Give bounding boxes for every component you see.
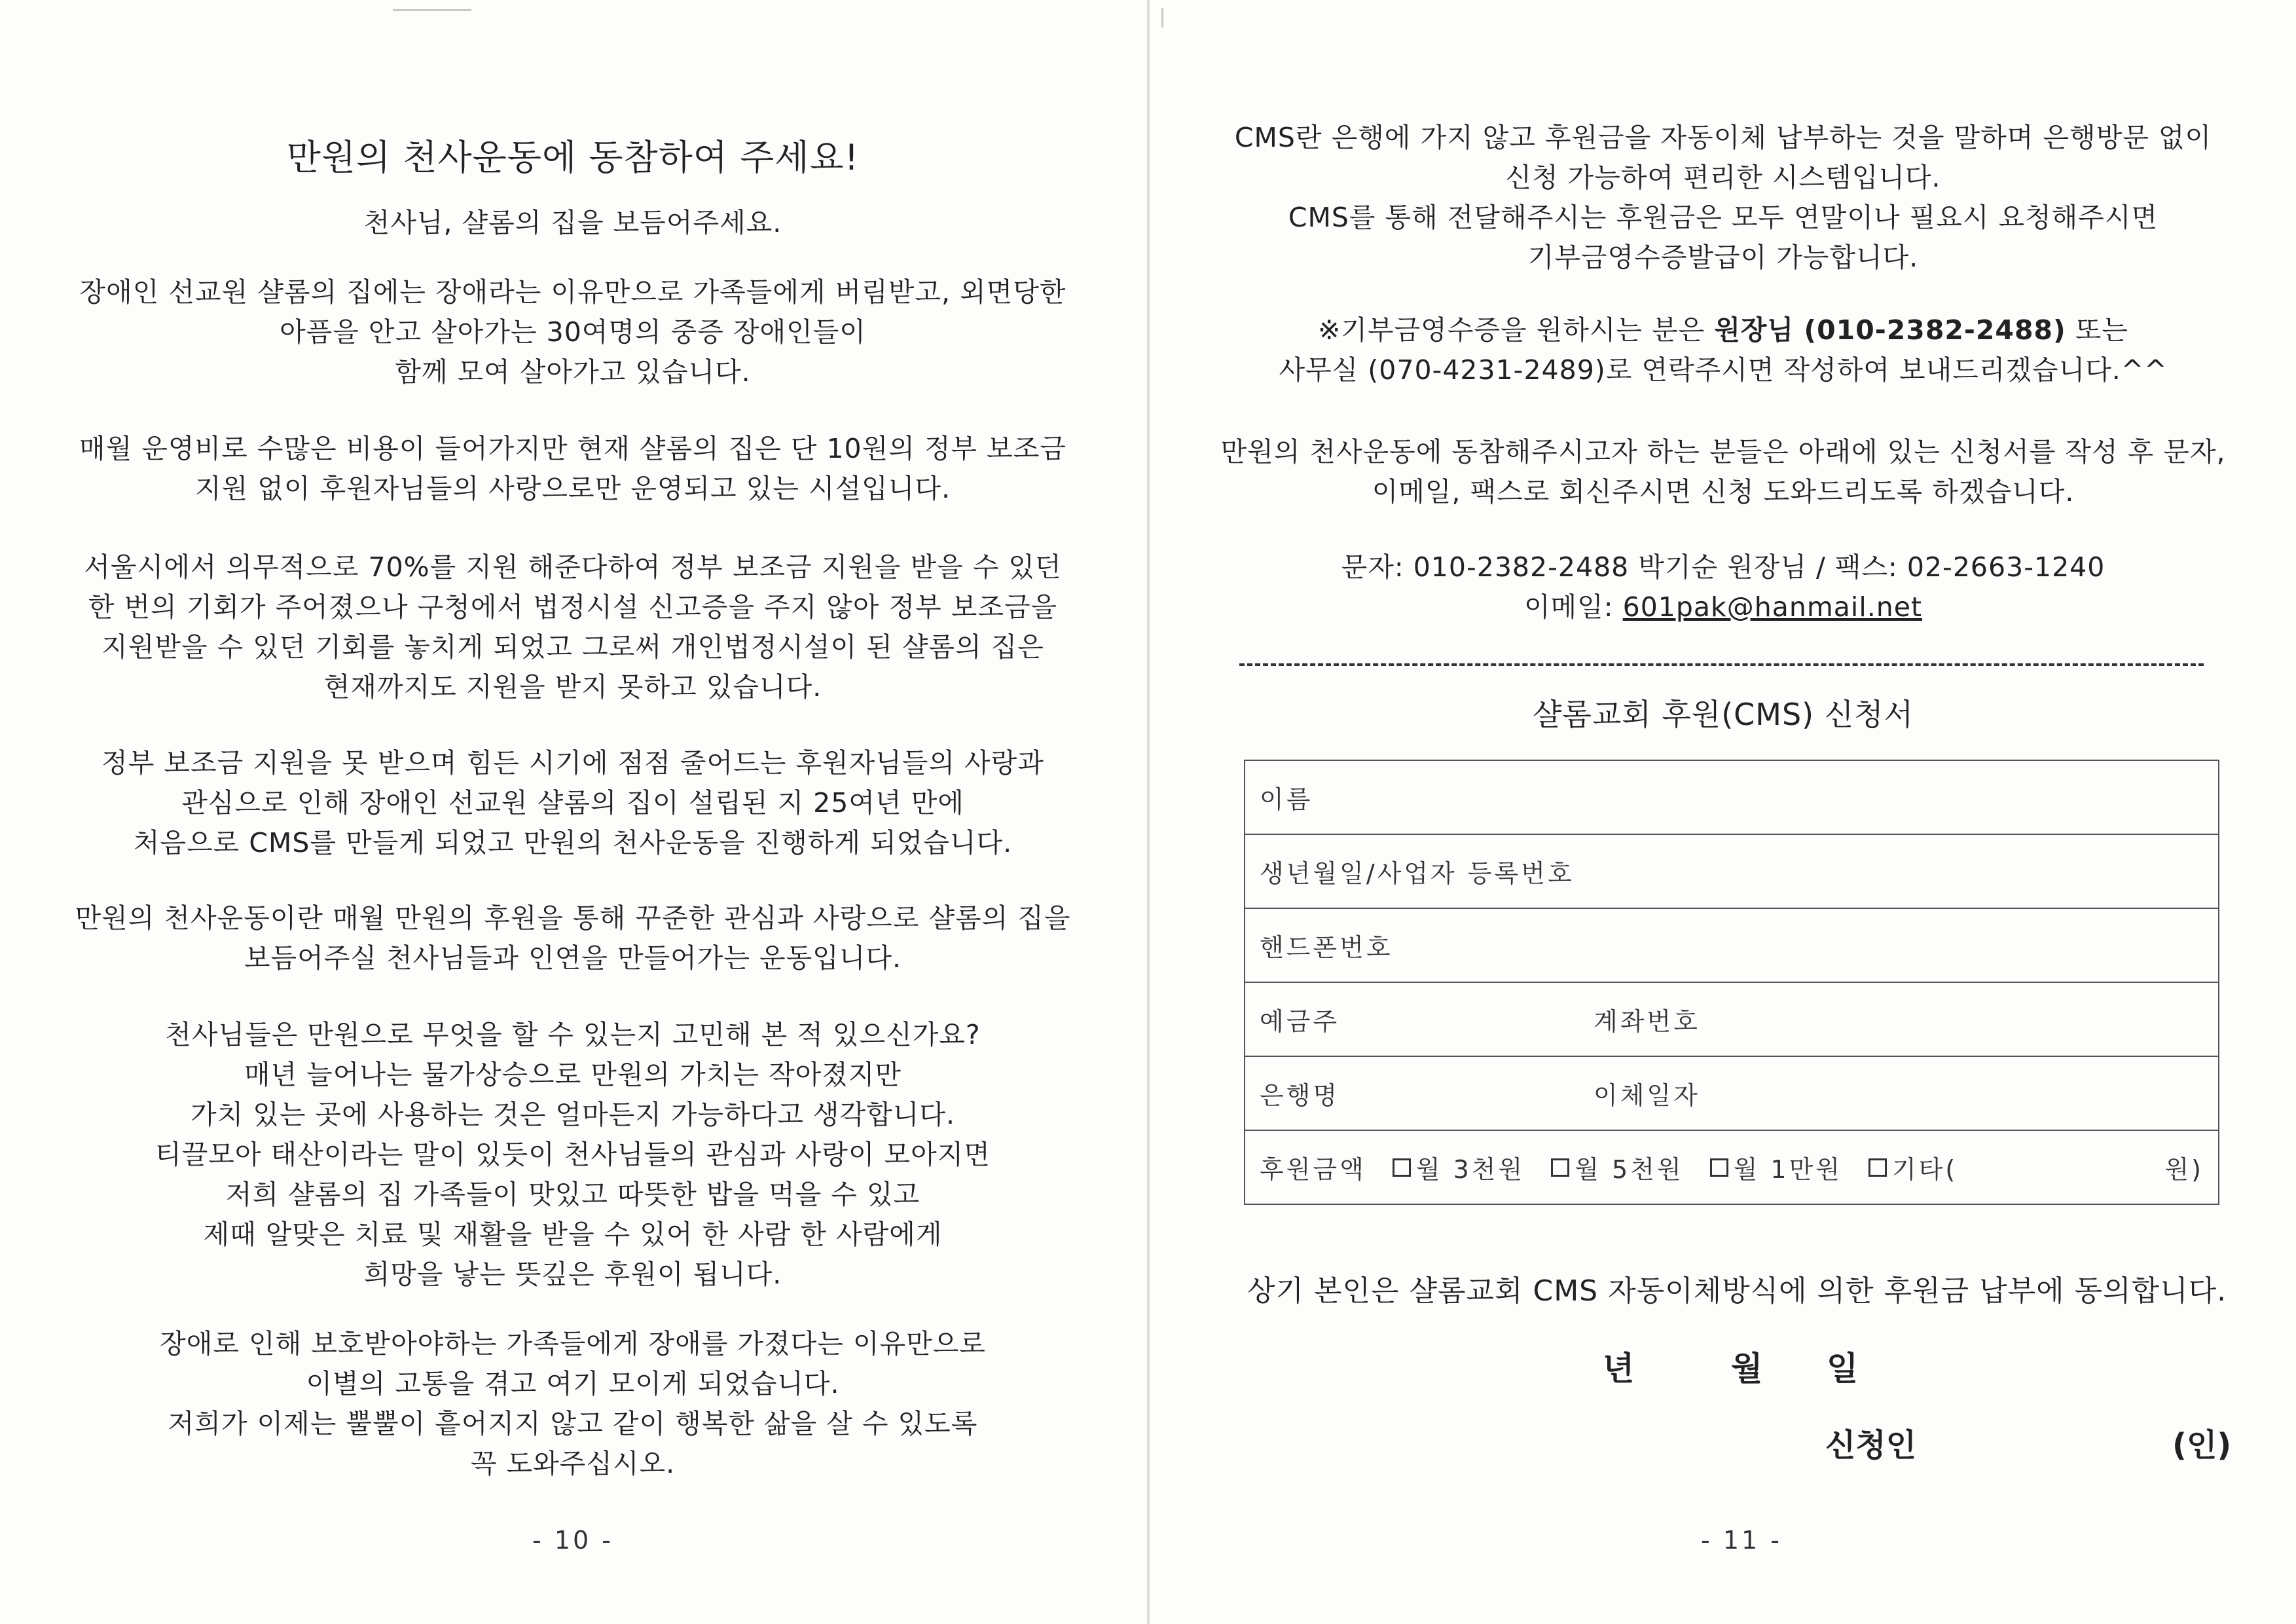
checkbox-icon [1710,1158,1728,1177]
phone-label: 핸드폰번호 [1260,933,1393,962]
date-day: 일 [1827,1350,1859,1388]
cms-intro [1150,118,2296,278]
page-number-right: - 11 - [1701,1526,1782,1555]
paragraph-line: 장애로 인해 보호받아야하는 가족들에게 장애를 가졌다는 이유만으로 [160,1328,986,1359]
paragraph-line: 제때 알맞은 치료 및 재활을 받을 수 있어 한 사람 한 사람에게 [203,1219,943,1250]
receipt-line-2: 사무실 (070-4231-2489)로 연락주시면 작성하여 보내드리겠습니다.^^ [1279,354,2168,386]
intro-line: 신청 가능하여 편리한 시스템입니다. [1505,162,1941,193]
checkbox-icon [1551,1158,1569,1177]
receipt-text: ※기부금영수증을 원하시는 분은 [1317,314,1715,346]
receipt-line-1 [1150,310,2296,350]
email-link[interactable]: 601pak@hanmail.net [1622,591,1923,623]
paragraph-line: 만원의 천사운동이란 매월 만원의 후원을 통해 꾸준한 관심과 사랑으로 샬롬의 집을 [75,902,1071,934]
apply-line: 이메일, 팩스로 회신주시면 신청 도와드리도록 하겠습니다. [1372,476,2075,507]
paragraph-line: 한 번의 기회가 주어졌으나 구청에서 법정시설 신고증을 주지 않아 정부 보조금을 [88,591,1058,623]
intro-line: CMS를 통해 전달해주시는 후원금은 모두 연말이나 필요시 요청해주시면 [1288,202,2159,233]
birth-field[interactable] [1245,834,2219,908]
paragraph-7 [0,1324,1146,1484]
transfer-day-label: 이체일자 [1594,1081,1700,1110]
option-label: 월 5천원 [1575,1155,1684,1184]
account-label: 계좌번호 [1594,1007,1700,1036]
checkbox-icon [1868,1158,1887,1177]
book-spine [1147,0,1150,1624]
option-label: 월 1만원 [1733,1155,1843,1184]
amount-suffix: 원) [2164,1155,2204,1184]
paragraph-line: 이별의 고통을 겪고 여기 모이게 되었습니다. [306,1368,840,1399]
phone-field[interactable] [1245,908,2219,982]
amount-label: 후원금액 [1260,1155,1366,1184]
paragraph-line: 저희가 이제는 뿔뿔이 흩어지지 않고 같이 행복한 삶을 살 수 있도록 [168,1408,978,1439]
paragraph-5 [0,898,1146,978]
director-phone: 원장님 (010-2382-2488) [1714,314,2066,346]
option-other[interactable] [1868,1149,1958,1185]
paragraph-line: 지원받을 수 있던 기회를 놓치게 되었고 그로써 개인법정시설이 된 샬롬의 집은 [101,631,1044,663]
receipt-text-or: 또는 [2066,314,2128,346]
cut-line [1239,663,2204,666]
bank-transfer-row[interactable] [1245,1056,2219,1130]
paragraph-line: 지원 없이 후원자님들의 사랑으로만 운영되고 있는 시설입니다. [195,473,951,504]
intro-line: CMS란 은행에 가지 않고 후원금을 자동이체 납부하는 것을 말하며 은행방문 없이 [1234,122,2212,153]
left-page [0,0,1146,1624]
paragraph-line: 장애인 선교원 샬롬의 집에는 장애라는 이유만으로 가족들에게 버림받고, 외면당한 [79,276,1066,308]
checkbox-icon [1393,1158,1411,1177]
applicant-label: 신청인 [1825,1427,1917,1464]
amount-row [1245,1130,2219,1204]
name-field[interactable] [1245,760,2219,834]
apply-instructions [1150,432,2296,512]
paragraph-line: 관심으로 인해 장애인 선교원 샬롬의 집이 설립된 지 25여년 만에 [181,787,964,819]
paragraph-line: 현재까지도 지원을 받지 못하고 있습니다. [323,671,822,703]
paragraph-line: 가치 있는 곳에 사용하는 것은 얼마든지 가능하다고 생각합니다. [190,1099,955,1130]
paragraph-line: 천사님들은 만원으로 무엇을 할 수 있는지 고민해 본 적 있으신가요? [165,1019,981,1050]
email-label: 이메일: [1523,591,1623,623]
option-5000[interactable] [1551,1149,1683,1185]
bank-label: 은행명 [1260,1081,1340,1110]
depositor-label: 예금주 [1260,1007,1340,1036]
paragraph-6 [0,1015,1146,1295]
paragraph-4 [0,743,1146,863]
paragraph-line: 티끌모아 태산이라는 말이 있듯이 천사님들의 관심과 사랑이 모아지면 [155,1139,991,1170]
intro-line: 기부금영수증발급이 가능합니다. [1527,242,1919,273]
paragraph-line: 매월 운영비로 수많은 비용이 들어가지만 현재 샬롬의 집은 단 10원의 정부 보조금 [79,433,1066,464]
contact-sms-fax: 문자: 010-2382-2488 박기순 원장님 / 팩스: 02-2663-1240 [1341,551,2105,583]
paragraph-line: 저희 샬롬의 집 가족들이 맛있고 따뜻한 밥을 먹을 수 있고 [225,1179,920,1210]
paragraph-line: 서울시에서 의무적으로 70%를 지원 해준다하여 정부 보조금 지원을 받을 수 있던 [84,551,1062,583]
paragraph-line: 보듬어주실 천사님들과 인연을 만들어가는 운동입니다. [244,942,902,974]
paragraph-line: 처음으로 CMS를 만들게 되었고 만원의 천사운동을 진행하게 되었습니다. [133,827,1013,858]
option-label: 기타( [1892,1155,1958,1184]
consent-statement: 상기 본인은 샬롬교회 CMS 자동이체방식에 의한 후원금 납부에 동의합니다. [1247,1274,2227,1308]
paragraph-line: 정부 보조금 지원을 못 받으며 힘든 시기에 점점 줄어드는 후원자님들의 사랑과 [101,747,1044,779]
paragraph-line: 함께 모여 살아가고 있습니다. [395,356,751,388]
paragraph-line: 꼭 도와주십시오. [470,1448,676,1479]
date-year: 년 [1603,1350,1635,1388]
subtitle: 천사님, 샬롬의 집을 보듬어주세요. [363,207,782,238]
depositor-account-row[interactable] [1245,982,2219,1056]
receipt-notice [1150,310,2296,390]
page-title: 만원의 천사운동에 동참하여 주세요! [286,137,860,178]
option-3000[interactable] [1393,1149,1525,1185]
contact-info [1150,547,2296,627]
page-number-left: - 10 - [532,1526,613,1555]
option-10000[interactable] [1710,1149,1842,1185]
paragraph-line: 매년 늘어나는 물가상승으로 만원의 가치는 작아졌지만 [244,1059,902,1090]
form-title: 샬롬교회 후원(CMS) 신청서 [1532,697,1914,732]
name-label: 이름 [1260,785,1313,814]
birth-label: 생년월일/사업자 등록번호 [1260,859,1575,888]
seal-label: (인) [2172,1427,2232,1464]
option-label: 월 3천원 [1415,1155,1525,1184]
paragraph-2 [0,429,1146,509]
date-month: 월 [1731,1350,1763,1388]
cms-application-form [1244,760,2219,1205]
paragraph-line: 희망을 낳는 뜻깊은 후원이 됩니다. [363,1259,782,1290]
paragraph-line: 아픔을 안고 살아가는 30여명의 중증 장애인들이 [280,316,866,348]
apply-line: 만원의 천사운동에 동참해주시고자 하는 분들은 아래에 있는 신청서를 작성 후 문자, [1220,436,2226,468]
contact-email-line [1150,587,2296,627]
paragraph-1 [0,272,1146,392]
paragraph-3 [0,547,1146,707]
